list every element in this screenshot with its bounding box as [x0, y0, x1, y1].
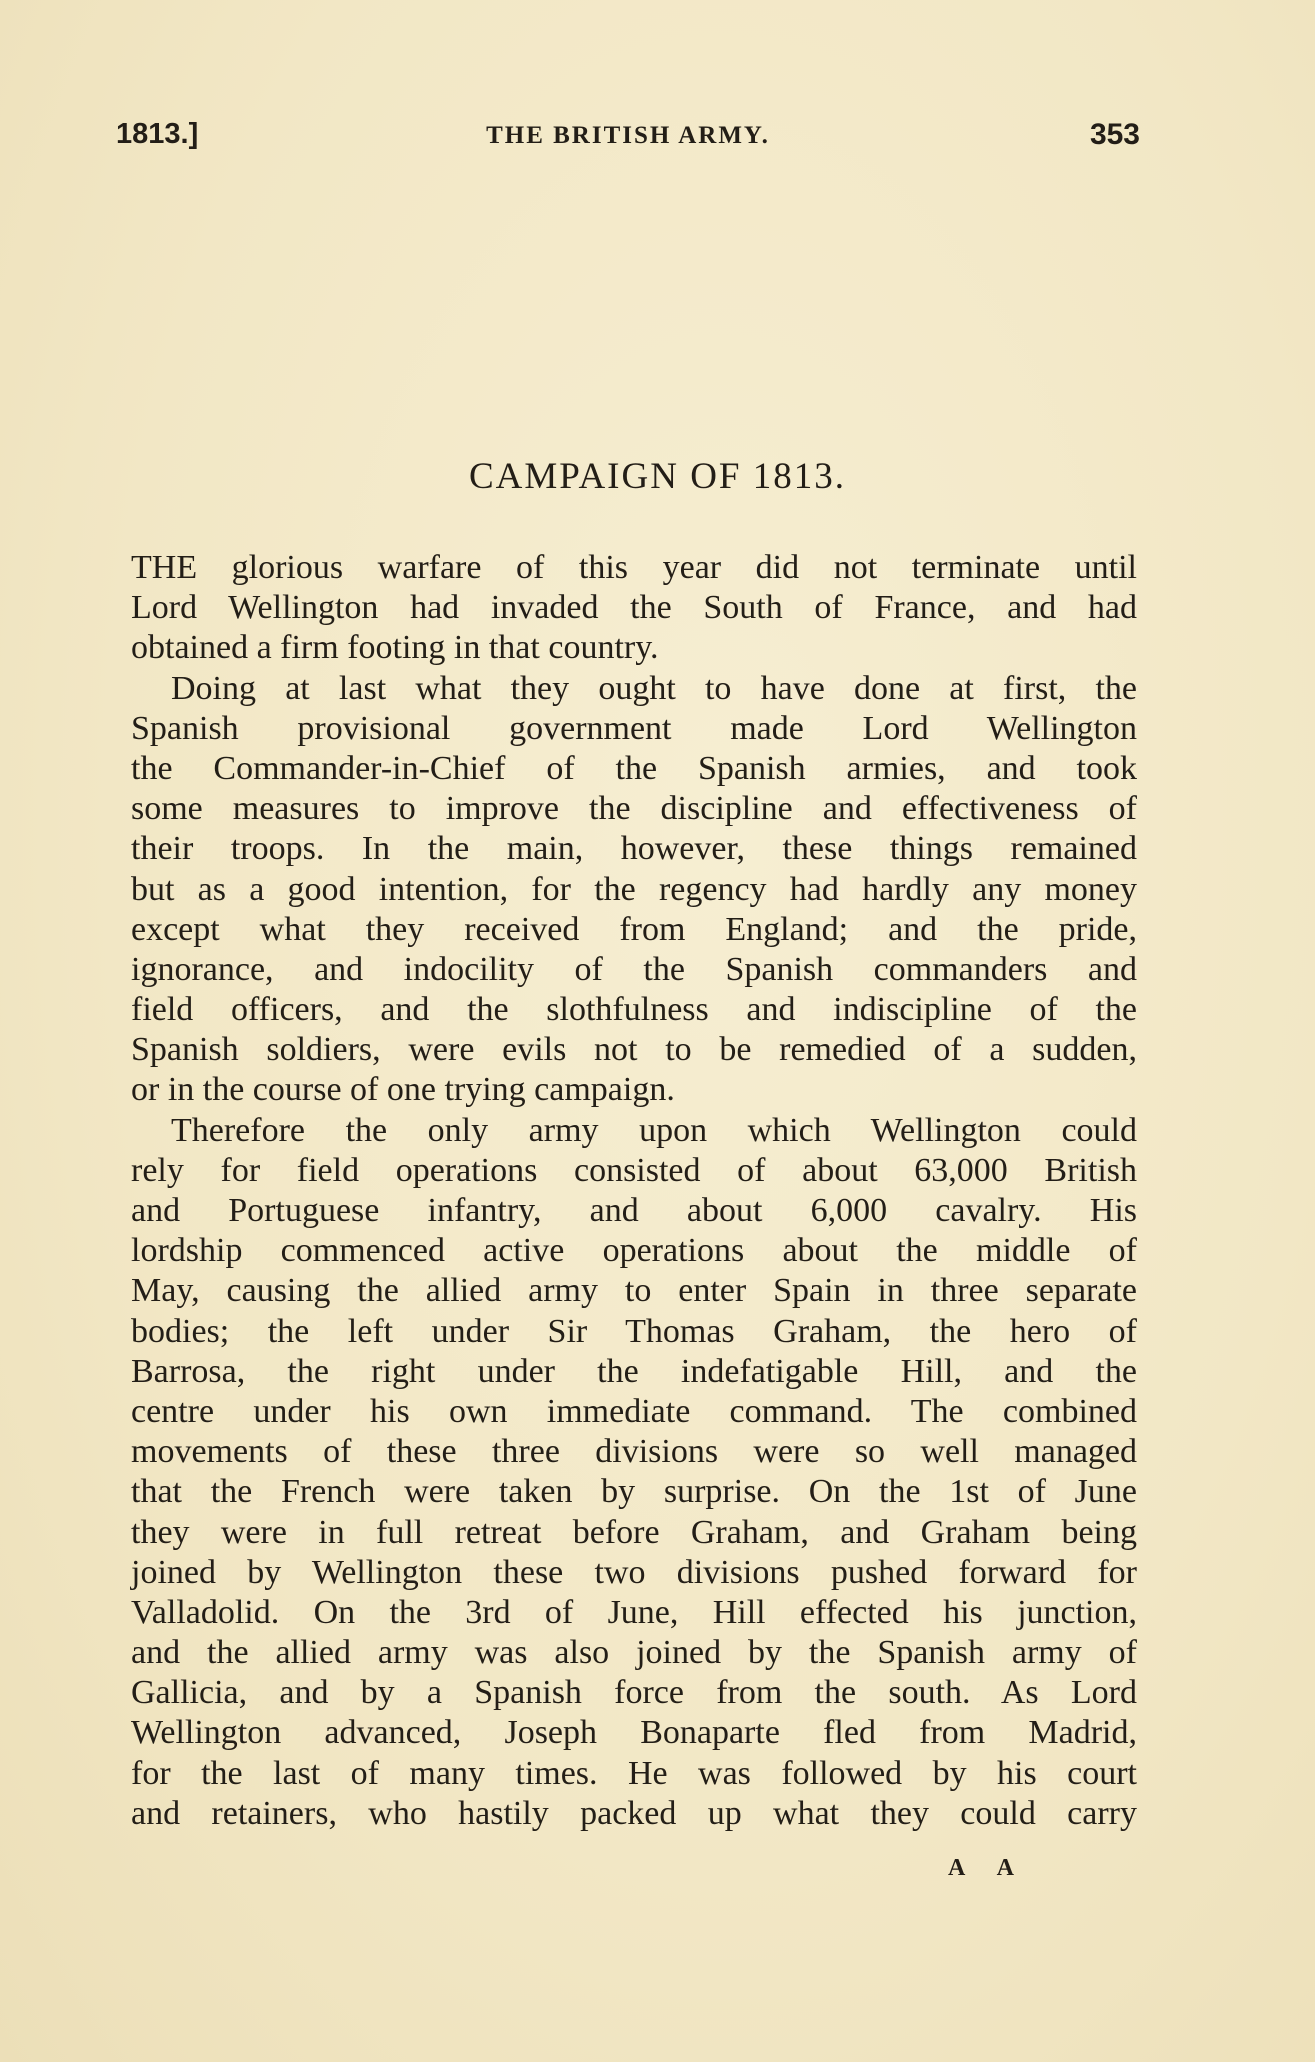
- text-line: some measures to improve the discipline and effectiveness of: [131, 790, 1137, 828]
- text-line: for the last of many times. He was followed by his court: [131, 1754, 1137, 1792]
- text-line: that the French were taken by surprise. On the 1st of June: [131, 1473, 1137, 1511]
- text-line: except what they received from England; and the pride,: [131, 910, 1137, 948]
- text-line: and retainers, who hastily packed up what they could carry: [131, 1794, 1137, 1832]
- text-line: the Commander-in-Chief of the Spanish armies, and took: [131, 749, 1137, 787]
- text-line: obtained a firm footing in that country.: [131, 629, 659, 667]
- text-line: Doing at last what they ought to have done at first, the: [171, 669, 1137, 707]
- body-text: [131, 548, 1137, 1834]
- text-line: movements of these three divisions were so well managed: [131, 1433, 1137, 1471]
- text-line: Spanish soldiers, were evils not to be remedied of a sudden,: [131, 1031, 1137, 1069]
- text-line: lordship commenced active operations about the middle of: [131, 1232, 1137, 1270]
- running-head-year: 1813.]: [116, 118, 199, 150]
- text-line: THE glorious warfare of this year did not terminate until: [131, 549, 1137, 586]
- text-line: or in the course of one trying campaign.: [131, 1071, 675, 1109]
- text-line: Spanish provisional government made Lord Wellington: [131, 709, 1137, 747]
- text-line: rely for field operations consisted of about 63,000 British: [131, 1151, 1137, 1189]
- text-line: Lord Wellington had invaded the South of France, and had: [131, 589, 1137, 627]
- text-line: ignorance, and indocility of the Spanish commanders and: [131, 950, 1137, 988]
- text-line: joined by Wellington these two divisions pushed forward for: [131, 1553, 1137, 1591]
- text-line: their troops. In the main, however, these things remained: [131, 830, 1137, 868]
- signature-mark: A A: [948, 1855, 1029, 1881]
- text-line: May, causing the allied army to enter Spain in three separate: [131, 1272, 1137, 1310]
- text-line: but as a good intention, for the regency had hardly any money: [131, 870, 1137, 908]
- page-number: 353: [1089, 118, 1140, 151]
- text-line: and Portuguese infantry, and about 6,000 cavalry. His: [131, 1192, 1137, 1229]
- text-line: Barrosa, the right under the indefatigable Hill, and the: [131, 1352, 1137, 1390]
- text-line: and the allied army was also joined by the Spanish army of: [131, 1634, 1137, 1672]
- text-line: Valladolid. On the 3rd of June, Hill effected his junction,: [131, 1593, 1137, 1631]
- running-head-title: THE BRITISH ARMY.: [486, 122, 770, 149]
- text-line: Wellington advanced, Joseph Bonaparte fled from Madrid,: [131, 1714, 1137, 1752]
- chapter-title: CAMPAIGN OF 1813.: [468, 456, 846, 497]
- text-line: field officers, and the slothfulness and indiscipline of the: [131, 991, 1137, 1029]
- text-line: centre under his own immediate command. The combined: [131, 1392, 1137, 1430]
- text-line: they were in full retreat before Graham, and Graham being: [131, 1513, 1137, 1551]
- text-line: Therefore the only army upon which Wellington could: [171, 1111, 1137, 1149]
- text-line: Gallicia, and by a Spanish force from the south. As Lord: [131, 1674, 1137, 1712]
- running-head: [116, 118, 1140, 158]
- text-line: bodies; the left under Sir Thomas Graham, the hero of: [131, 1312, 1137, 1350]
